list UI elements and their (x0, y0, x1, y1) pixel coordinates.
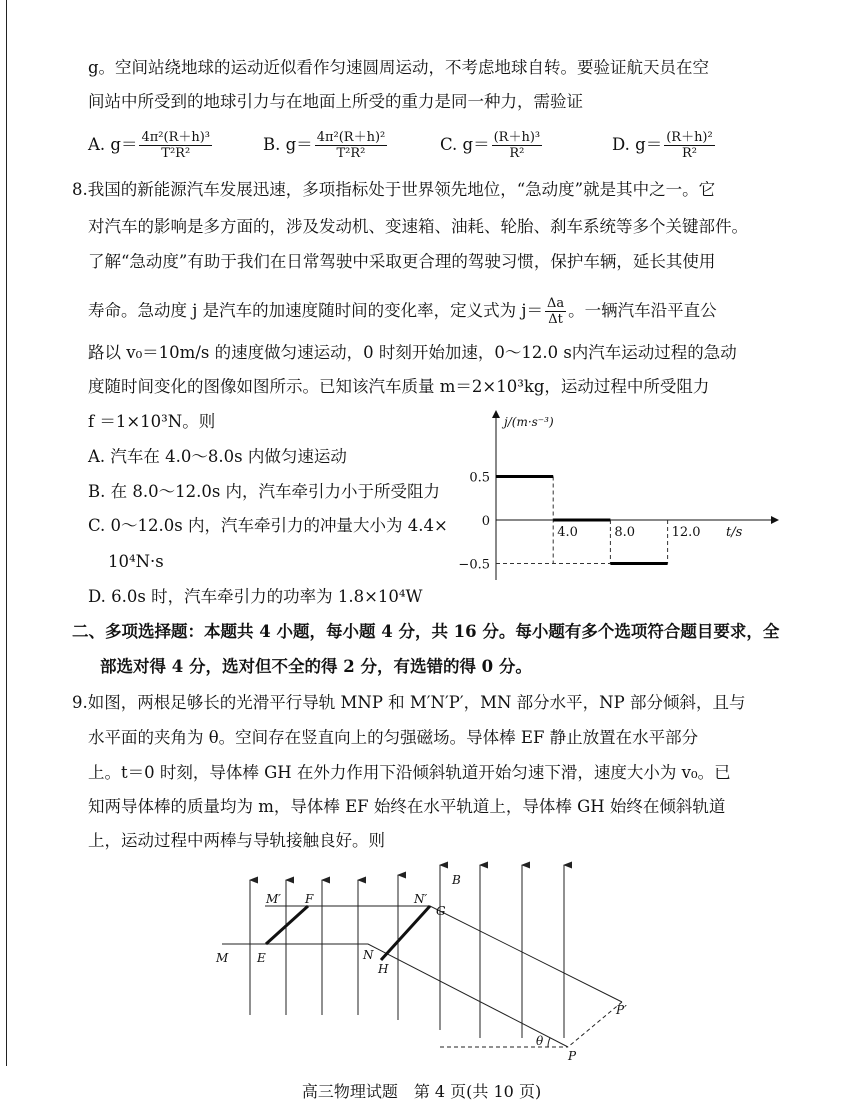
q8-option-a: A. 汽车在 4.0～8.0s 内做匀速运动 (88, 447, 347, 466)
q9-line-2: 水平面的夹角为 θ。空间存在竖直向上的匀强磁场。导体棒 EF 静止放置在水平部分 (88, 728, 699, 747)
jerk-definition-fraction: $\frac{\Delta a}{\Delta t}$ (546, 296, 565, 327)
q7-option-a-fraction: $\frac{\text{4π²(R＋h)³}}{\text{T²R²}}$ (141, 130, 211, 161)
q9-line-1: 9.如图，两根足够长的光滑平行导轨 MNP 和 M′N′P′，MN 部分水平，NP 部分倾斜，且与 (72, 693, 746, 712)
label-g: G (436, 904, 446, 918)
label-p-prime: P′ (616, 1003, 627, 1017)
x-axis-label: t/s (726, 525, 743, 540)
section-2-heading: 二、多项选择题：本题共 4 小题，每小题 4 分，共 16 分。每小题有多个选项符合题目要求，全 (72, 622, 780, 641)
q8-line-2: 对汽车的影响是多方面的，涉及发动机、变速箱、油耗、轮胎、刹车系统等多个关键部件。 (88, 217, 748, 236)
page-footer: 高三物理试题 第 4 页(共 10 页) (301, 1082, 542, 1101)
label-e: E (257, 951, 266, 965)
q9-line-5: 上，运动过程中两棒与导轨接触良好。则 (88, 831, 385, 850)
rail-diagram (0, 850, 843, 1065)
q9-line-4: 知两导体棒的质量均为 m，导体棒 EF 始终在水平轨道上，导体棒 GH 始终在倾斜轨道 (88, 797, 726, 816)
q7-option-c-fraction: $\frac{\text{(R＋h)³}}{\text{R²}}$ (493, 130, 541, 161)
rail-end-dash (568, 1002, 622, 1047)
q7-line-1: g。空间站绕地球的运动近似看作匀速圆周运动，不考虑地球自转。要验证航天员在空 (88, 58, 710, 77)
angle-theta-arc (548, 1038, 550, 1047)
y-tick-label: −0.5 (458, 557, 490, 573)
label-theta: θ (536, 1034, 544, 1048)
rod-ef (266, 906, 308, 944)
q8-line-4: 寿命。急动度 j 是汽车的加速度随时间的变化率，定义式为 j＝ $\frac{\Delta a}{\Delta t}$ 。一辆汽车沿平直公 (88, 296, 717, 327)
q7-option-a: A. g＝ $\frac{\text{4π²(R＋h)³}}{\text{T²R²}}$ (88, 130, 211, 161)
y-tick-label: 0.5 (469, 470, 490, 486)
q8-line-7: f ＝1×10³N。则 (88, 412, 216, 431)
q8-option-b: B. 在 8.0～12.0s 内，汽车牵引力小于所受阻力 (88, 482, 441, 501)
q8-option-c-line-1: C. 0～12.0s 内，汽车牵引力的冲量大小为 4.4× (88, 516, 448, 535)
q9-line-3: 上。t＝0 时刻，导体棒 GH 在外力作用下沿倾斜轨道开始匀速下滑，速度大小为 v₀。已 (88, 763, 731, 782)
q8-line-5: 路以 v₀＝10m/s 的速度做匀速运动，0 时刻开始加速，0～12.0 s内汽车运动过程的急动 (88, 343, 737, 362)
q7-line-2: 间站中所受到的地球引力与在地面上所受的重力是同一种力，需验证 (88, 92, 583, 111)
q7-option-b: B. g＝ $\frac{\text{4π²(R＋h)²}}{\text{T²R²}}$ (263, 130, 386, 161)
label-f: F (305, 892, 314, 906)
rail-mprime-nprime-pprime (265, 906, 622, 1002)
label-m: M (216, 951, 229, 965)
x-tick-label: 4.0 (557, 525, 578, 540)
label-p: P (568, 1049, 577, 1063)
rail-m-n-p (222, 944, 568, 1047)
q8-line-6: 度随时间变化的图像如图所示。已知该汽车质量 m＝2×10³kg，运动过程中所受阻力 (88, 377, 710, 396)
q7-option-c: C. g＝ $\frac{\text{(R＋h)³}}{\text{R²}}$ (440, 130, 541, 161)
y-tick-label: 0 (481, 514, 490, 529)
jerk-time-chart (450, 408, 780, 588)
q8-line-3: 了解“急动度”有助于我们在日常驾驶中采取更合理的驾驶习惯，保护车辆，延长其使用 (88, 252, 716, 271)
label-n: N (363, 948, 374, 962)
x-tick-label: 12.0 (671, 525, 701, 540)
q7-option-d-fraction: $\frac{\text{(R＋h)²}}{\text{R²}}$ (666, 130, 713, 161)
label-b: B (452, 873, 461, 887)
x-tick-label: 8.0 (614, 525, 636, 540)
y-axis-label: j/(m·s⁻³) (504, 415, 554, 429)
rod-gh (381, 906, 430, 960)
label-n-prime: N′ (414, 892, 428, 906)
q8-option-c-line-2: 10⁴N·s (108, 552, 164, 571)
label-m-prime: M′ (266, 892, 282, 906)
q7-option-b-fraction: $\frac{\text{4π²(R＋h)²}}{\text{T²R²}}$ (316, 130, 386, 161)
q8-line-1: 8.我国的新能源汽车发展迅速，多项指标处于世界领先地位，“急动度”就是其中之一。它 (72, 180, 716, 199)
q7-option-d: D. g＝ $\frac{\text{(R＋h)²}}{\text{R²}}$ (612, 130, 713, 161)
section-2-instructions: 部选对得 4 分，选对但不全的得 2 分，有选错的得 0 分。 (100, 657, 532, 676)
label-h: H (378, 962, 389, 976)
q8-option-d: D. 6.0s 时，汽车牵引力的功率为 1.8×10⁴W (88, 587, 423, 606)
